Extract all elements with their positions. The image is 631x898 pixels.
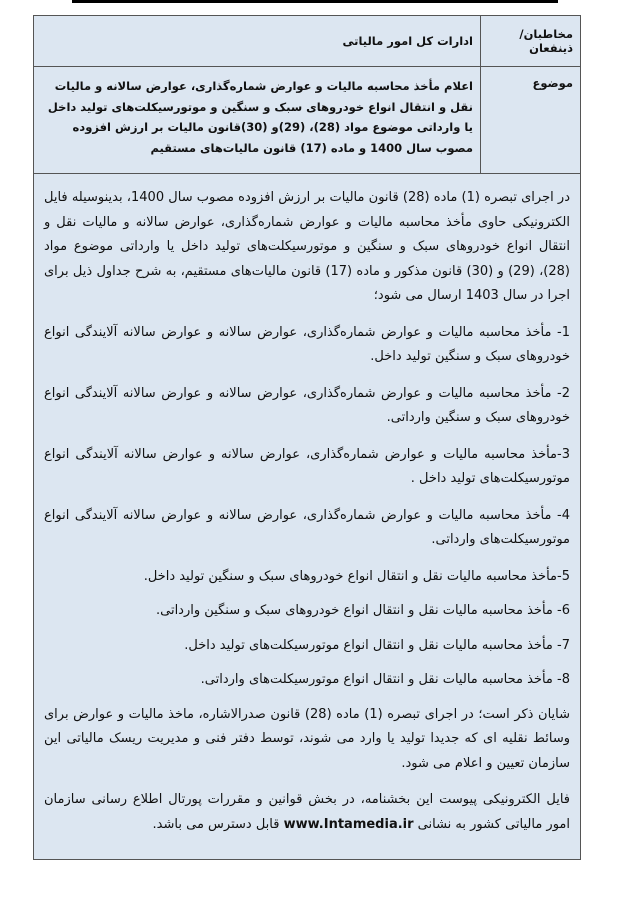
top-rule [72, 0, 558, 3]
list-item: 3-مأخذ محاسبه مالیات و عوارض شماره‌گذاری، عوارض سالانه و عوارض سالانه آلایندگی انواع موتورسیکلت‌های تولید داخل . [44, 446, 570, 486]
list-item: 5-مأخذ محاسبه مالیات نقل و انتقال انواع خودروهای سبک و سنگین تولید داخل. [143, 568, 570, 584]
list-item: 6- مأخذ محاسبه مالیات نقل و انتقال انواع خودروهای سبک و سنگین وارداتی. [155, 603, 570, 618]
portal-text-before: فایل الکترونیکی پیوست این بخشنامه، در بخش قوانین و مقررات پورتال اطلاع رسانی سازمان امور مالیاتی کشور به نشانی [44, 792, 570, 832]
subject-row [34, 67, 580, 174]
portal-url-link[interactable]: www.Intamedia.ir [283, 816, 414, 832]
list-item: 4- مأخذ محاسبه مالیات و عوارض شماره‌گذاری، عوارض سالانه و عوارض سالانه آلایندگی انواع موتورسیکلت‌های وارداتی. [44, 507, 570, 547]
audience-label: مخاطبان/ ذینفعان [480, 16, 580, 66]
portal-paragraph [44, 788, 570, 837]
note-paragraph: شایان ذکر است؛ در اجرای تبصره (1) ماده (28) قانون صدرالاشاره، ماخذ مالیات و عوارض برای وسائط نقلیه ای که جدیدا تولید یا وارد می شوند، توسط دفتر فنی و مدیریت ریسک مالیاتی این سازمان تعیین و اعلام می شود. [44, 706, 571, 771]
list-item: 8- مأخذ محاسبه مالیات نقل و انتقال انواع موتورسیکلت‌های وارداتی. [200, 672, 570, 687]
list-item: 7- مأخذ محاسبه مالیات نقل و انتقال انواع موتورسیکلت‌های تولید داخل. [184, 637, 570, 653]
audience-row [34, 16, 580, 67]
circular-body [34, 174, 580, 859]
intro-paragraph: در اجرای تبصره (1) ماده (28) قانون مالیات بر ارزش افزوده مصوب سال 1400، بدینوسیله فایل الکترونیکی حاوی مأخذ محاسبه مالیات و عوارض شماره‌گذاری، عوارض سالانه و مالیات نقل و انتقال انواع خودروهای سبک و سنگین و موتورسیکلت‌های تولید داخل یا وارداتی موضوع مواد (28)، (29) و (30) قانون مذکور و ماده (17) قانون مالیات‌های مستقیم، به شرح جداول ذیل برای اجرا در سال 1403 ارسال می شود؛ [44, 190, 570, 303]
audience-value: ادارات کل امور مالیاتی [342, 34, 473, 48]
portal-text-after: قابل دسترس می باشد. [152, 816, 280, 832]
list-item: 2- مأخذ محاسبه مالیات و عوارض شماره‌گذاری، عوارض سالانه و عوارض سالانه آلایندگی انواع خودروهای سبک و سنگین وارداتی. [44, 385, 570, 425]
circular-document [33, 15, 581, 860]
list-item: 1- مأخذ محاسبه مالیات و عوارض شماره‌گذاری، عوارض سالانه و عوارض سالانه آلایندگی انواع خودروهای سبک و سنگین تولید داخل. [44, 324, 570, 364]
subject-value: اعلام مأخذ محاسبه مالیات و عوارض شماره‌گذاری، عوارض سالانه و مالیات نقل و انتقال انواع خودروهای سبک و سنگین و موتورسیکلت‌های تولید داخل یا وارداتی موضوع مواد (28)، (29)و (30)قانون مالیات بر ارزش افزوده مصوب سال 1400 و ماده (17) قانون مالیات‌های مستقیم [47, 79, 473, 155]
subject-label: موضوع [480, 67, 580, 173]
